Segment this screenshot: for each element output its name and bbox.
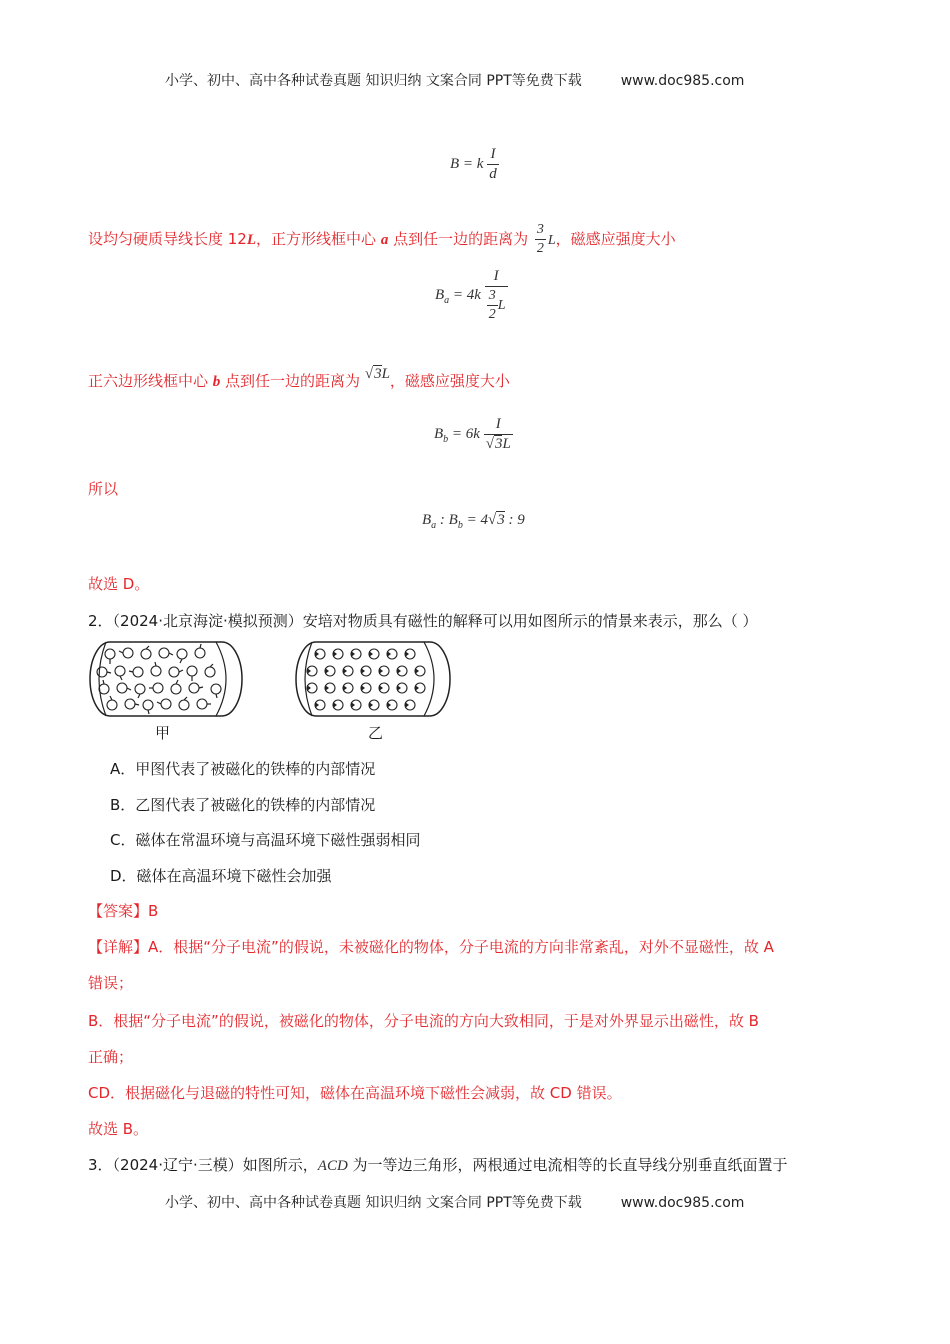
- detail-line-1b: 错误；: [88, 974, 134, 992]
- solution-choose: 故选 D。: [88, 575, 150, 593]
- figure-yi-cylinder: [292, 640, 454, 722]
- option-a[interactable]: A．甲图代表了被磁化的铁棒的内部情况: [110, 760, 376, 778]
- figure-jia-cylinder: [86, 640, 246, 722]
- footer-site[interactable]: www.doc985.com: [620, 1195, 745, 1211]
- solution-suoyi: 所以: [88, 480, 119, 498]
- formula-ba: $B_a = 4k$ I $\frac{3}{2}$ L: [435, 268, 506, 322]
- fraction-three-halves-L: $\frac{3}{2}$: [536, 222, 544, 256]
- detail-line-2: B．根据“分子电流”的假说，被磁化的物体，分子电流的方向大致相同，于是对外界显示出磁性，故 B: [88, 1012, 759, 1030]
- footer-text: 小学、初中、高中各种试卷真题 知识归纳 文案合同 PPT等免费下载: [165, 1195, 582, 1211]
- solution-line-1: 设均匀硬质导线长度 12L，正方形线框中心 a 点到任一边的距离为 $\frac{3}{2}$ L，磁感应强度大小: [88, 222, 676, 256]
- option-d[interactable]: D．磁体在高温环境下磁性会加强: [110, 867, 332, 885]
- formula-bb: $B_b = 6k$ $\frac{I}{√3L}$: [434, 416, 511, 452]
- answer-label: 【答案】B: [88, 902, 159, 920]
- formula-ratio: $B_a$ : $B_b = 4√3$ : 9: [422, 512, 525, 531]
- page-header: [165, 70, 744, 90]
- solution-line-2: 正六边形线框中心 b 点到任一边的距离为 √3L，磁感应强度大小: [88, 366, 510, 390]
- option-b[interactable]: B．乙图代表了被磁化的铁棒的内部情况: [110, 796, 376, 814]
- header-text: 小学、初中、高中各种试卷真题 知识归纳 文案合同 PPT等免费下载: [165, 73, 582, 89]
- detail-line-3: CD．根据磁化与退磁的特性可知，磁体在高温环境下磁性会减弱，故 CD 错误。: [88, 1084, 622, 1102]
- figure-label-yi: 乙: [368, 724, 384, 742]
- figure-label-jia: 甲: [155, 724, 171, 742]
- detail-line-1: 【详解】A．根据“分子电流”的假说，未被磁化的物体，分子电流的方向非常紊乱，对外不显磁性，故 A: [88, 938, 774, 956]
- question-2-stem: 2．（2024·北京海淀·模拟预测）安培对物质具有磁性的解释可以用如图所示的情景来表示，那么（ ）: [88, 612, 758, 630]
- question-3-stem: 3．（2024·辽宁·三模）如图所示，ACD 为一等边三角形，两根通过电流相等的长直导线分别垂直纸面置于: [88, 1156, 788, 1174]
- formula-b-kid: B = k $\frac{I}{d}$: [450, 146, 497, 182]
- header-site[interactable]: www.doc985.com: [620, 73, 745, 89]
- detail-line-2b: 正确；: [88, 1048, 134, 1066]
- detail-choose: 故选 B。: [88, 1120, 149, 1138]
- page-footer: [165, 1192, 744, 1212]
- option-c[interactable]: C．磁体在常温环境与高温环境下磁性强弱相同: [110, 831, 421, 849]
